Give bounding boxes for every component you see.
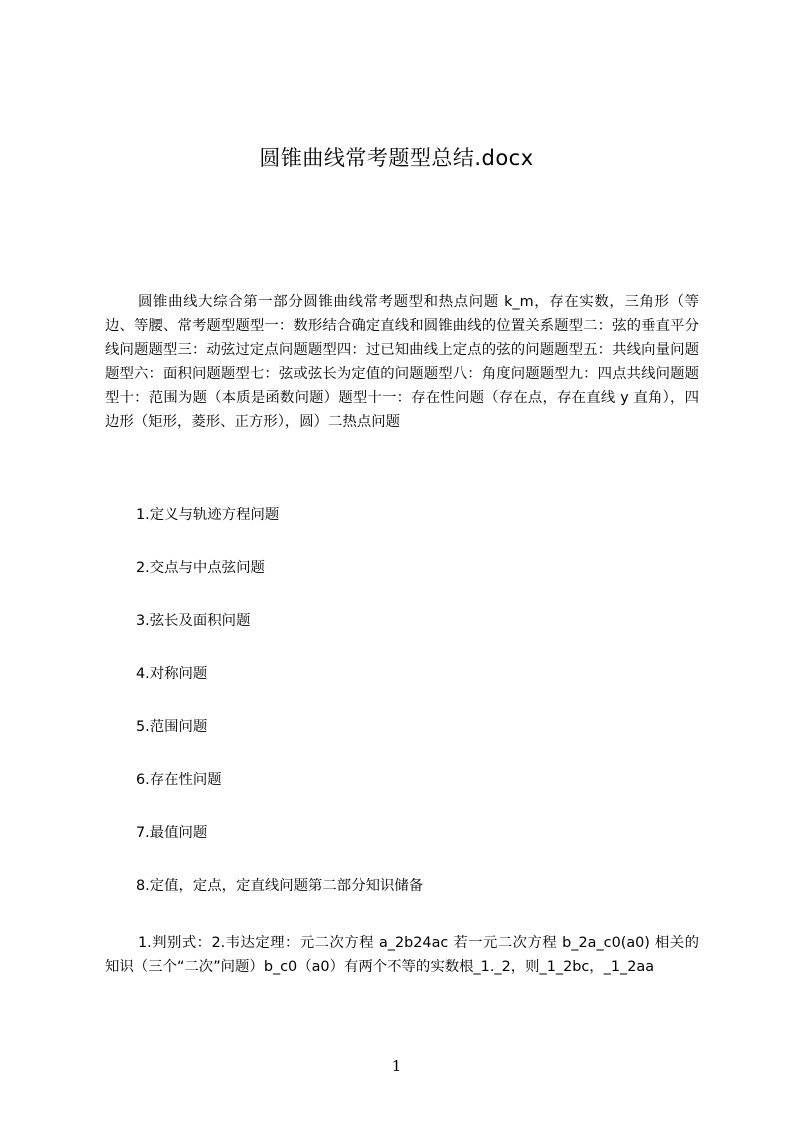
list-item-3: 3.弦长及面积问题 [136,613,251,629]
document-title: 圆锥曲线常考题型总结.docx [259,146,534,170]
list-item-4: 4.对称问题 [136,666,208,682]
intro-paragraph: 圆锥曲线大综合第一部分圆锥曲线常考题型和热点问题 k_m，存在实数，三角形（等边、等腰、常考题型题型一：数形结合确定直线和圆锥曲线的位置关系题型二：弦的垂直平分线问题题型三：动弦过定点问题题型四：过已知曲线上定点的弦的问题题型五：共线向量问题题型六：面积问题题型七：弦或弦长为定值的问题题型八：角度问题题型九：四点共线问题题型十：范围为题（本质是函数问题）题型十一：存在性问题（存在点，存在直线 y 直角），四边形（矩形，菱形、正方形），圆）二热点问题 [105,294,699,430]
list-item-2: 2.交点与中点弦问题 [136,560,265,576]
list-item-7: 7.最值问题 [136,825,208,841]
page-number: 1 [391,1057,402,1075]
list-item-5: 5.范围问题 [136,719,208,735]
list-item-6: 6.存在性问题 [136,772,222,788]
knowledge-paragraph: 1.判别式：2.韦达定理：元二次方程 a_2b24ac 若一元二次方程 b_2a_c0(a0) 相关的知识（三个“二次”问题）b_c0（a0）有两个不等的实数根_1._2，则_1_2bc，_1_2aa [105,935,699,975]
list-item-8: 8.定值，定点，定直线问题第二部分知识储备 [136,878,424,894]
list-item-1: 1.定义与轨迹方程问题 [136,507,280,523]
